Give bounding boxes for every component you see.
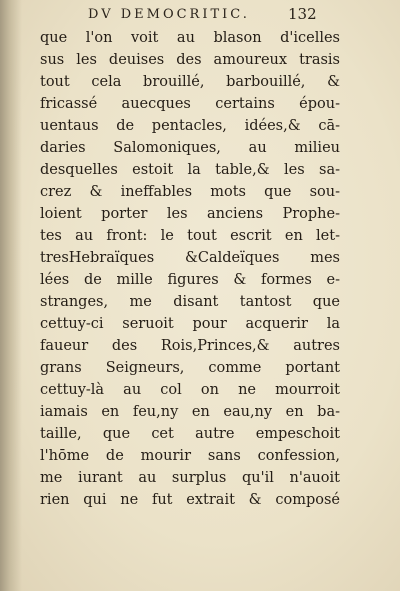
text-line: stranges, me disant tantost que [40,294,340,310]
text-line: l'hōme de mourir sans confession, [40,448,340,464]
text-line: iamais en feu,ny en eau,ny en ba- [40,404,340,420]
text-line: lées de mille figures & formes e- [40,272,340,288]
text-line: uentaus de pentacles, idées,& cā- [40,118,340,134]
text-line: sus les deuises des amoureux trasis [40,52,340,68]
text-line: tresHebraïques &Caldeïques mes [40,250,340,266]
text-line: crez & ineffables mots que sou- [40,184,340,200]
text-line: fricassé auecques certains épou- [40,96,340,112]
text-line: que l'on voit au blason d'icelles [40,30,340,46]
body-text [40,27,340,511]
text-line: loient porter les anciens Prophe- [40,206,340,222]
text-line: tes au front: le tout escrit en let- [40,228,340,244]
running-head: DV DEMOCRITIC. [88,7,250,22]
text-line: taille, que cet autre empeschoit [40,426,340,442]
text-line: grans Seigneurs, comme portant [40,360,340,376]
text-line: rien qui ne fut extrait & composé [40,492,340,508]
text-line: desquelles estoit la table,& les sa- [40,162,340,178]
text-line: faueur des Rois,Princes,& autres [40,338,340,354]
text-line: cettuy-ci seruoit pour acquerir la [40,316,340,332]
text-line: daries Salomoniques, au milieu [40,140,340,156]
page-gutter-shadow [0,0,22,591]
text-line: me iurant au surplus qu'il n'auoit [40,470,340,486]
page-number: 132 [288,5,317,23]
text-line: cettuy-là au col on ne mourroit [40,382,340,398]
text-line: tout cela brouillé, barbouillé, & [40,74,340,90]
